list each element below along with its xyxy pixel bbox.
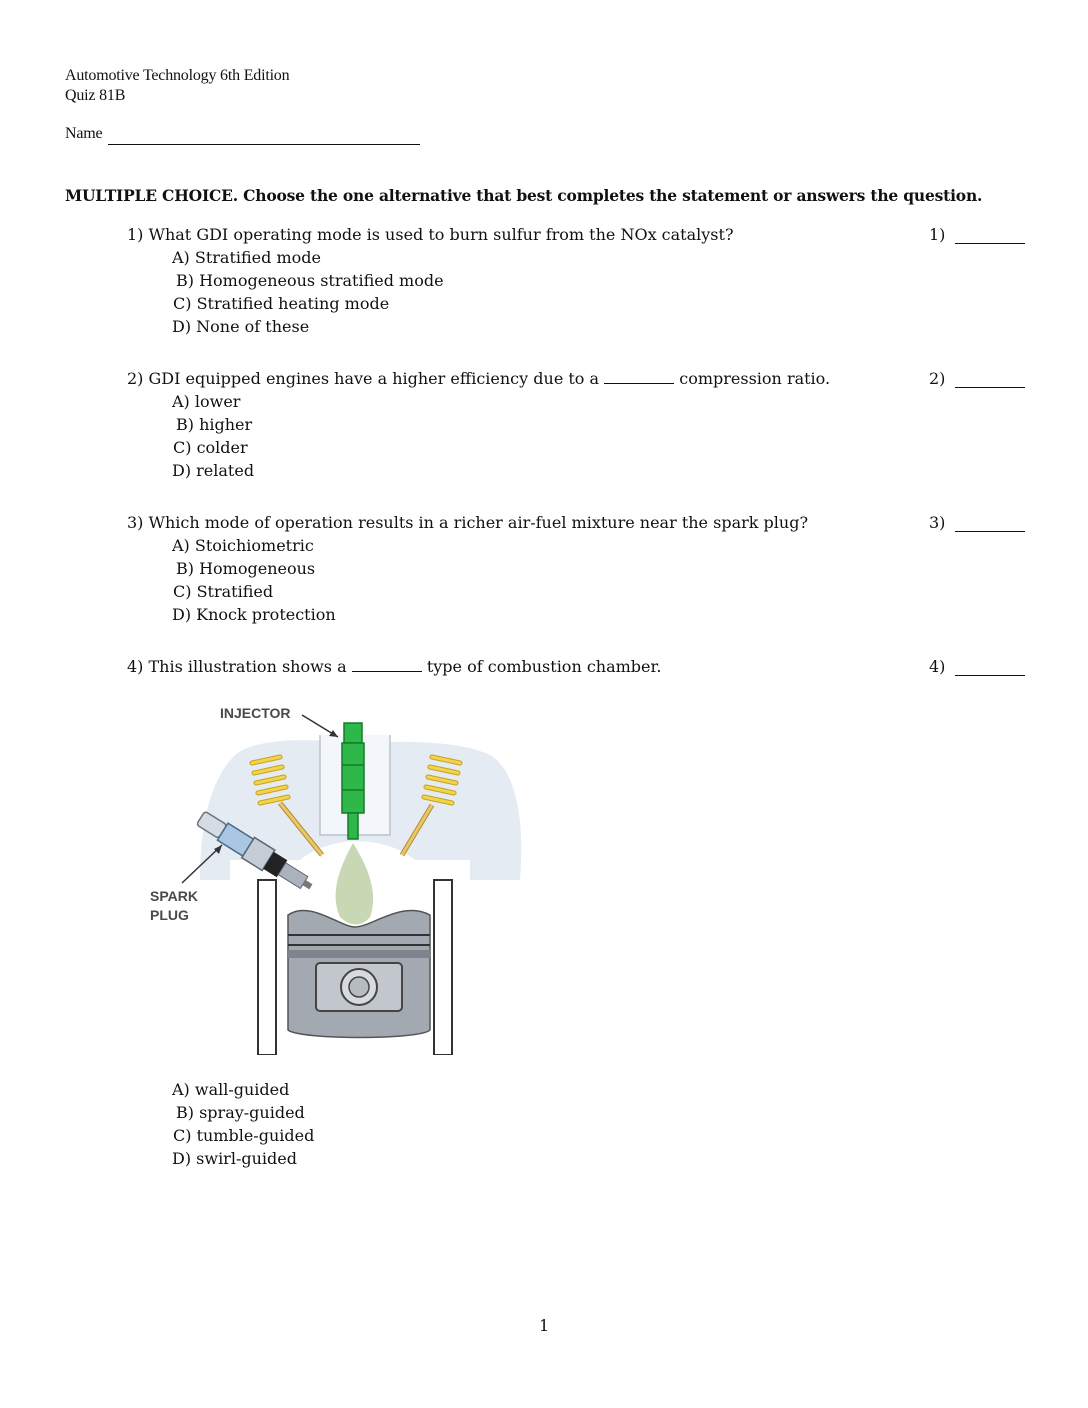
q1-option-d[interactable]: D) None of these — [172, 317, 310, 336]
question-2-text — [127, 369, 830, 388]
question-4-inline-blank — [352, 657, 422, 672]
q4-option-a[interactable]: A) wall-guided — [172, 1080, 290, 1099]
question-4-text-before: 4) This illustration shows a — [127, 657, 347, 676]
q2-option-a[interactable]: A) lower — [172, 392, 241, 411]
answer-2-blank[interactable] — [955, 387, 1025, 388]
answer-4-blank[interactable] — [955, 675, 1025, 676]
question-3-text: 3) Which mode of operation results in a richer air-fuel mixture near the spark plug? — [127, 513, 809, 532]
piston-icon — [288, 910, 430, 1037]
question-4-text — [127, 657, 662, 676]
page-number: 1 — [539, 1316, 550, 1335]
answer-2-number: 2) — [929, 369, 946, 388]
q3-option-b[interactable]: B) Homogeneous — [176, 559, 316, 578]
q1-option-b[interactable]: B) Homogeneous stratified mode — [176, 271, 444, 290]
q3-option-a[interactable]: A) Stoichiometric — [172, 536, 314, 555]
q3-option-d[interactable]: D) Knock protection — [172, 605, 336, 624]
question-2-text-before: 2) GDI equipped engines have a higher efficiency due to a — [127, 369, 600, 388]
answer-3-number: 3) — [929, 513, 946, 532]
combustion-chamber-illustration — [140, 695, 530, 1055]
name-field[interactable] — [108, 144, 420, 145]
answer-3-blank[interactable] — [955, 531, 1025, 532]
instructions: MULTIPLE CHOICE. Choose the one alternative that best completes the statement or answers the question. — [65, 186, 983, 205]
question-2-text-after: compression ratio. — [679, 369, 831, 388]
q4-option-b[interactable]: B) spray-guided — [176, 1103, 305, 1122]
quiz-id: Quiz 81B — [65, 87, 126, 104]
question-1-text: 1) What GDI operating mode is used to burn sulfur from the NOx catalyst? — [127, 225, 734, 244]
injector-label: INJECTOR — [220, 705, 291, 721]
q2-option-d[interactable]: D) related — [172, 461, 255, 480]
book-title: Automotive Technology 6th Edition — [65, 67, 290, 84]
q4-option-d[interactable]: D) swirl-guided — [172, 1149, 297, 1168]
q2-option-c[interactable]: C) colder — [173, 438, 248, 457]
answer-1-number: 1) — [929, 225, 946, 244]
cylinder-wall-right — [434, 880, 452, 1055]
q2-option-b[interactable]: B) higher — [176, 415, 253, 434]
question-4-text-after: type of combustion chamber. — [426, 657, 662, 676]
injector-arrow-icon — [329, 730, 338, 737]
q1-option-a[interactable]: A) Stratified mode — [172, 248, 321, 267]
spark-plug-label-line1: SPARK — [150, 888, 198, 904]
q4-option-c[interactable]: C) tumble-guided — [173, 1126, 315, 1145]
answer-4-number: 4) — [929, 657, 946, 676]
q1-option-c[interactable]: C) Stratified heating mode — [173, 294, 390, 313]
cylinder-wall-left — [258, 880, 276, 1055]
answer-1-blank[interactable] — [955, 243, 1025, 244]
spark-plug-label-line2: PLUG — [150, 907, 189, 923]
name-label: Name — [65, 125, 103, 142]
q3-option-c[interactable]: C) Stratified — [173, 582, 274, 601]
question-2-inline-blank — [604, 369, 674, 384]
